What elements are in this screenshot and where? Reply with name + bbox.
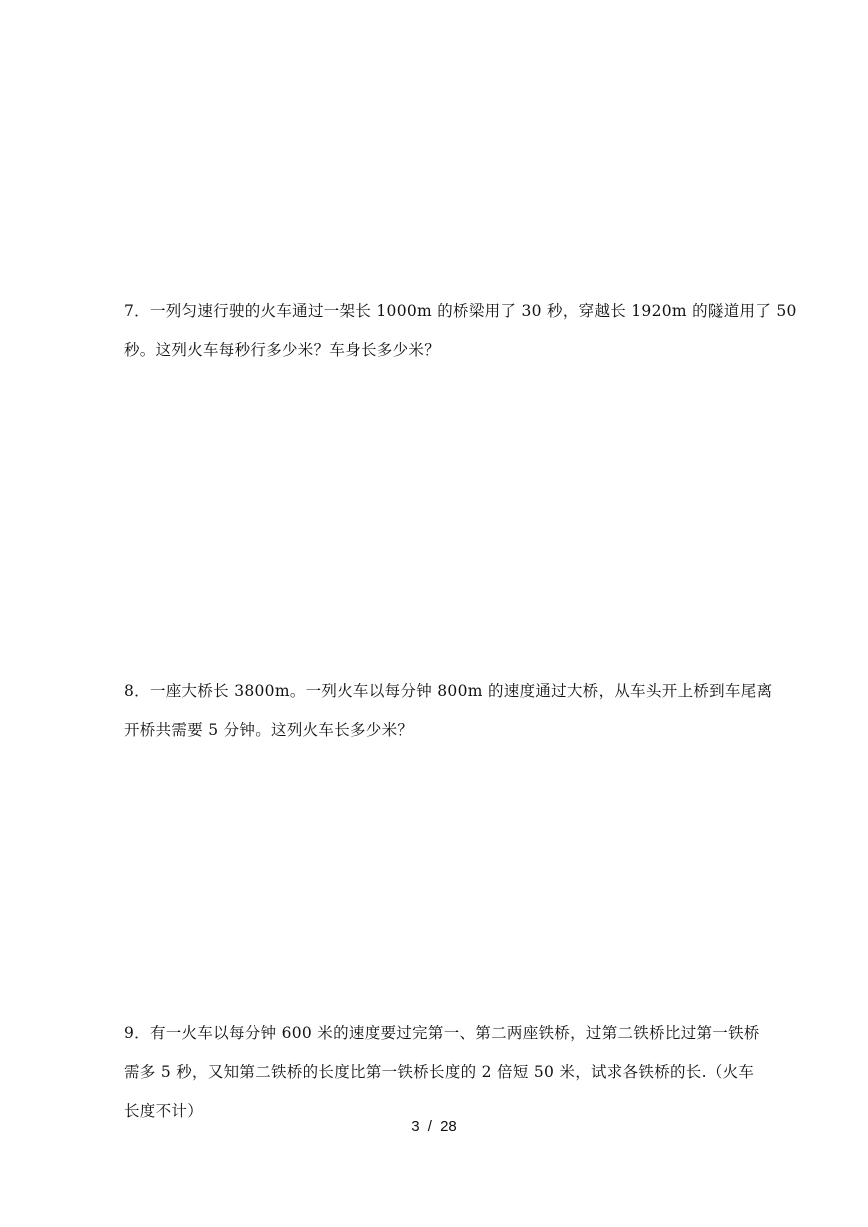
- page-number: [0, 1118, 868, 1135]
- problem-8-line-2: 开桥共需要 5 分钟。这列火车长多少米？: [124, 721, 414, 739]
- page-separator: /: [427, 1118, 432, 1135]
- problem-7: [124, 292, 797, 370]
- current-page-number: 3: [411, 1118, 420, 1135]
- problem-8: [124, 672, 773, 750]
- problem-9-line-2: 需多 5 秒，又知第二铁桥的长度比第一铁桥长度的 2 倍短 50 米，试求各铁桥的长.（火车: [124, 1063, 755, 1081]
- problem-7-line-1: 7．一列匀速行驶的火车通过一架长 1000m 的桥梁用了 30 秒，穿越长 1920m 的隧道用了 50: [124, 302, 797, 320]
- problem-9-line-3: 长度不计）: [124, 1102, 204, 1120]
- problem-9: [124, 1014, 764, 1131]
- problem-7-line-2: 秒。这列火车每秒行多少米？车身长多少米？: [124, 341, 441, 359]
- problem-9-line-1: 9．有一火车以每分钟 600 米的速度要过完第一、第二两座铁桥，过第二铁桥比过第一铁桥: [124, 1024, 760, 1042]
- total-pages-number: 28: [440, 1118, 457, 1135]
- problem-8-line-1: 8．一座大桥长 3800m。一列火车以每分钟 800m 的速度通过大桥，从车头开上桥到车尾离: [124, 682, 773, 700]
